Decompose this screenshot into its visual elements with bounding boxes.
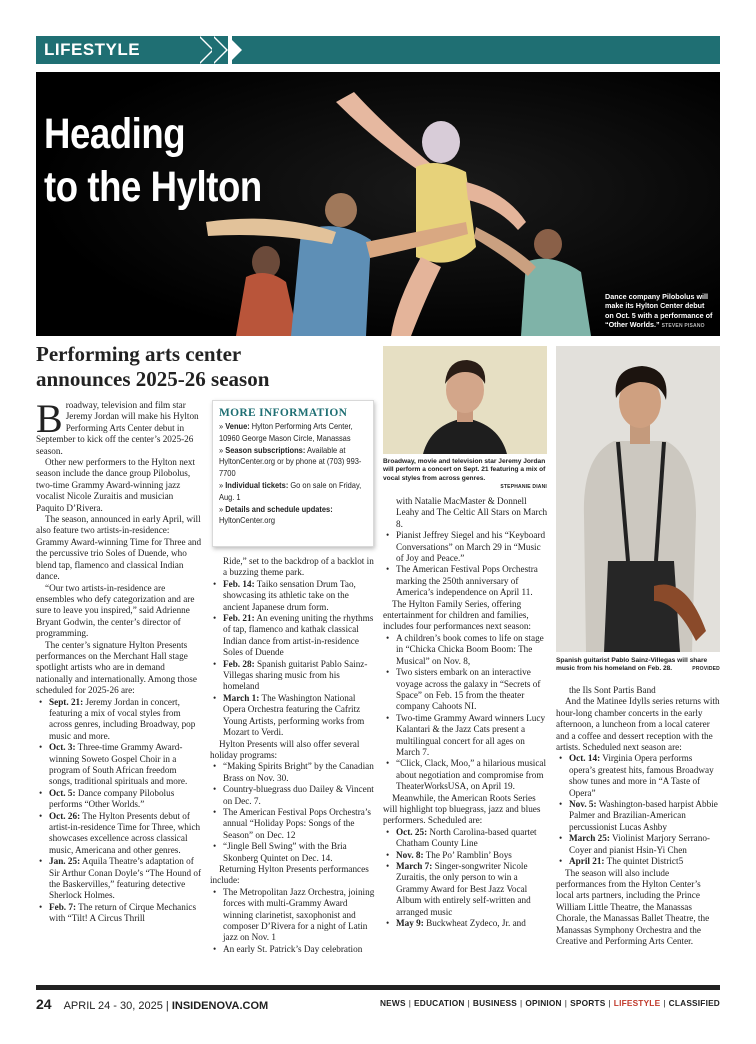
list-item: • The American Festival Pops Orchestra marking the 250th anniversary of America’s independence on April 11.	[383, 564, 549, 598]
nav-lifestyle[interactable]: LIFESTYLE	[613, 998, 661, 1008]
list-item: • Two sisters embark on an interactive voyage across the galaxy in “Secrets of Space” on Feb. 15 from the theater company Cahoots NI.	[383, 667, 549, 713]
photo1-caption	[383, 458, 547, 491]
photo2-caption	[556, 657, 720, 674]
column-4	[556, 685, 720, 947]
drop-cap: B	[36, 396, 63, 441]
event-list	[36, 697, 202, 925]
paragraph: Returning Hylton Presents performances include:	[210, 863, 369, 886]
hero-title-line2: to the Hylton	[44, 163, 262, 211]
paragraph: “Our two artists-in-residence are ensembles who defy categorization and are sure to leave you inspired,” said Adrienne Bryant Godwin, the center’s director of programming.	[36, 582, 195, 639]
nav-news[interactable]: NEWS	[379, 998, 406, 1008]
list-item: • Feb. 14: Taiko sensation Drum Tao, showcasing its athletic take on the ancient Japanese drum form.	[210, 579, 376, 613]
list-item: • Oct. 26: The Hylton Presents debut of artist-in-residence Time for Three, which showcases excellence across classical music, Americana and other genres.	[36, 811, 202, 857]
paragraph: Meanwhile, the American Roots Series will highlight top bluegrass, jazz and blues performers. Scheduled are:	[383, 792, 541, 826]
list-item: • Two-time Grammy Award winners Lucy Kalantari & the Jazz Cats present a multilingual concert for all ages on March 7.	[383, 713, 549, 759]
nav-business[interactable]: BUSINESS	[472, 998, 517, 1008]
list-item: • March 25: Violinist Marjory Serrano-Coyer and pianist Hsin-Yi Chen	[556, 833, 720, 856]
list-item: • Feb. 28: Spanish guitarist Pablo Sainz-Villegas sharing music from his homeland	[210, 659, 376, 693]
section-bar-tail	[232, 36, 720, 64]
list-item: • May 9: Buckwheat Zydeco, Jr. and	[383, 918, 549, 929]
issue-date: APRIL 24 - 30, 2025	[63, 1000, 163, 1012]
list-item: • “Making Spirits Bright” by the Canadian Brass on Nov. 30.	[210, 761, 376, 784]
list-item: • Oct. 3: Three-time Grammy Award-winning Soweto Gospel Choir in a program of South African freedom songs, traditional spirituals and more.	[36, 742, 202, 788]
footer-nav: NEWS | EDUCATION | BUSINESS | OPINION | SPORTS | LIFESTYLE | CLASSIFIED	[379, 998, 720, 1008]
portrait-illustration	[383, 346, 547, 454]
nav-classified[interactable]: CLASSIFIED	[668, 998, 720, 1008]
paragraph: the Ils Sont Partis Band	[569, 685, 656, 695]
list-item: • Sept. 21: Jeremy Jordan in concert, featuring a mix of vocal styles from across genres, including Broadway, pop music and more.	[36, 697, 202, 743]
list-item: • “Click, Clack, Moo,” a hilarious musical about negotiation and compromise from TheaterWorksUSA, on April 19.	[383, 758, 549, 792]
footer-rule	[36, 985, 720, 990]
list-item: • Feb. 21: An evening uniting the rhythms of tap, flamenco and kathak classical Indian dance from artist-in-residence Soles of Duende	[210, 613, 376, 659]
family-list	[383, 633, 549, 793]
chevron-right-icon	[228, 36, 242, 64]
hero-caption-text: Dance company Pilobolus will make its Hylton Center debut on Oct. 5 with a performance of “Other Worlds.”	[605, 292, 713, 330]
list-item: • April 21: The quintet District5	[556, 856, 720, 867]
page-number: 24	[36, 996, 52, 1012]
paragraph: And the Matinee Idylls series returns with hour-long chamber concerts in the early afternoon, a luncheon from a local caterer and a coffee and dessert reception with the artists. Scheduled next season are:	[556, 696, 720, 753]
more-info-item: » Details and schedule updates: HyltonCenter.org	[219, 503, 333, 526]
list-item: • Nov. 8: The Po’ Ramblin’ Boys	[383, 850, 549, 861]
matinee-list	[556, 753, 720, 867]
event-list	[383, 530, 549, 598]
paragraph: The season, announced in early April, will also feature two artists-in-residence: Grammy Award-winning Time for Three and the percussive trio Soles of Duende, who blend tap, flamenco and classical Indian dance.	[36, 514, 202, 582]
hero-photo-credit: STEVEN PISANO	[661, 323, 705, 330]
more-info-item: » Season subscriptions: Available at HyltonCenter.org or by phone at (703) 993-7700	[219, 444, 362, 479]
hero-title-line1: Heading	[44, 110, 186, 158]
headline-line2: announces 2025-26 season	[36, 367, 270, 391]
more-info-item: » Venue: Hylton Performing Arts Center, 10960 George Mason Circle, Manassas	[219, 421, 353, 443]
list-item: • Oct. 14: Virginia Opera performs opera’s greatest hits, famous Broadway show tunes and more in “A Taste of Opera”	[556, 753, 720, 799]
event-list	[210, 579, 376, 739]
more-info-title: MORE INFORMATION	[219, 407, 348, 419]
column-1	[36, 396, 202, 925]
list-item: • Oct. 25: North Carolina-based quartet Chatham County Line	[383, 827, 549, 850]
list-item: • The Metropolitan Jazz Orchestra, joining forces with multi-Grammy Award winning clarinetist, saxophonist and composer D’Rivera for a night of Latin jazz on Nov. 1	[210, 887, 376, 944]
column-2	[210, 556, 376, 955]
list-item: • Feb. 7: The return of Cirque Mechanics with “Tilt! A Circus Thrill	[36, 902, 202, 925]
paragraph: with Natalie MacMaster & Donnell Leahy and The Celtic All Stars on March 8.	[396, 496, 548, 529]
list-item: • March 7: Singer-songwriter Nicole Zuraitis, the only person to win a Grammy Award for Best Jazz Vocal Album with entirely self-written and arranged music	[383, 861, 549, 918]
holiday-list	[210, 761, 376, 864]
more-info-item: » Individual tickets: Go on sale on Friday, Aug. 1	[219, 479, 362, 502]
roots-list	[383, 827, 549, 930]
list-item: • March 1: The Washington National Opera Orchestra featuring the Cafritz Young Artists, performing works from Mozart to Verdi.	[210, 693, 376, 739]
footer-folio	[36, 996, 268, 1012]
more-info-box	[212, 400, 374, 547]
paragraph: Other new performers to the Hylton next season include the dance group Pilobolus, two-time Grammy Award-winning jazz vocalist Nicole Zuraitis and musician Paquito D’Rivera.	[36, 457, 196, 513]
list-item: • Country-bluegrass duo Dailey & Vincent on Dec. 7.	[210, 784, 376, 807]
list-item: • Oct. 5: Dance company Pilobolus performs “Other Worlds.”	[36, 788, 202, 811]
hero-caption	[605, 292, 715, 332]
pablo-sainz-villegas-photo	[556, 346, 720, 652]
guitarist-illustration	[556, 346, 720, 652]
nav-sports[interactable]: SPORTS	[570, 998, 606, 1008]
paragraph: The Hylton Family Series, offering entertainment for children and families, includes four performances next season:	[383, 598, 531, 632]
returning-list	[210, 887, 376, 955]
list-item: • The American Festival Pops Orchestra’s annual “Holiday Pops: Songs of the Season” on Dec. 12	[210, 807, 376, 841]
article-headline	[36, 342, 376, 392]
list-item: • Pianist Jeffrey Siegel and his “Keyboard Conversations” on March 29 in “Music of Joy and Peace.”	[383, 530, 549, 564]
list-item: • A children’s book comes to life on stage in “Chicka Chicka Boom Boom: The Musical” on Nov. 8,	[383, 633, 549, 667]
chevron-cut	[212, 36, 226, 64]
list-item: • “Jingle Bell Swing” with the Bria Skonberg Quintet on Dec. 14.	[210, 841, 376, 864]
list-item: • An early St. Patrick’s Day celebration	[210, 944, 376, 955]
headline-line1: Performing arts center	[36, 342, 242, 366]
nav-education[interactable]: EDUCATION	[414, 998, 465, 1008]
column-3	[383, 496, 549, 929]
section-label: LIFESTYLE	[44, 40, 141, 59]
list-item: • Jan. 25: Aquila Theatre’s adaptation of Sir Arthur Conan Doyle’s “The Hound of the Baskervilles,” featuring detective Sherlock Holmes.	[36, 856, 202, 902]
photo1-caption-text: Broadway, movie and television star Jeremy Jordan will perform a concert on Sept. 21 featuring a mix of vocal styles from across genres.	[383, 458, 546, 482]
paragraph: Ride,” set to the backdrop of a backlot in a buzzing theme park.	[223, 556, 374, 578]
hero-title	[44, 108, 262, 214]
chevron-cut	[198, 36, 212, 64]
list-item: • Nov. 5: Washington-based harpist Abbie Palmer and Brazilian-American percussionist Lucas Ashby	[556, 799, 720, 833]
paragraph: roadway, television and film star Jeremy Jordan will make his Hylton Performing Arts Center debut in September to kick off the center’s 2025-26 season.	[36, 400, 199, 456]
separator: |	[165, 1000, 169, 1012]
photo1-credit: STEPHANIE DIANI	[500, 483, 547, 490]
site-name[interactable]: INSIDENOVA.COM	[171, 1000, 269, 1012]
jeremy-jordan-photo	[383, 346, 547, 454]
paragraph: The season will also include performances from the Hylton Center’s local arts partners, including the Prince William Little Theatre, the Manassas Chorale, the Manassas Ballet Theatre, the Manassas Symphony Orchestra and the Creative and Performing Arts Center.	[556, 867, 710, 946]
paragraph: The center’s signature Hylton Presents performances on the Merchant Hall stage spotlight artists who are in demand nationally and internationally. Among those scheduled for 2025-26 are:	[36, 639, 197, 696]
nav-opinion[interactable]: OPINION	[525, 998, 562, 1008]
paragraph: Hylton Presents will also offer several holiday programs:	[210, 738, 360, 760]
photo2-caption-text: Spanish guitarist Pablo Sainz-Villegas will share music from his homeland on Feb. 28.	[556, 657, 708, 673]
photo2-credit: PROVIDED	[692, 666, 720, 673]
